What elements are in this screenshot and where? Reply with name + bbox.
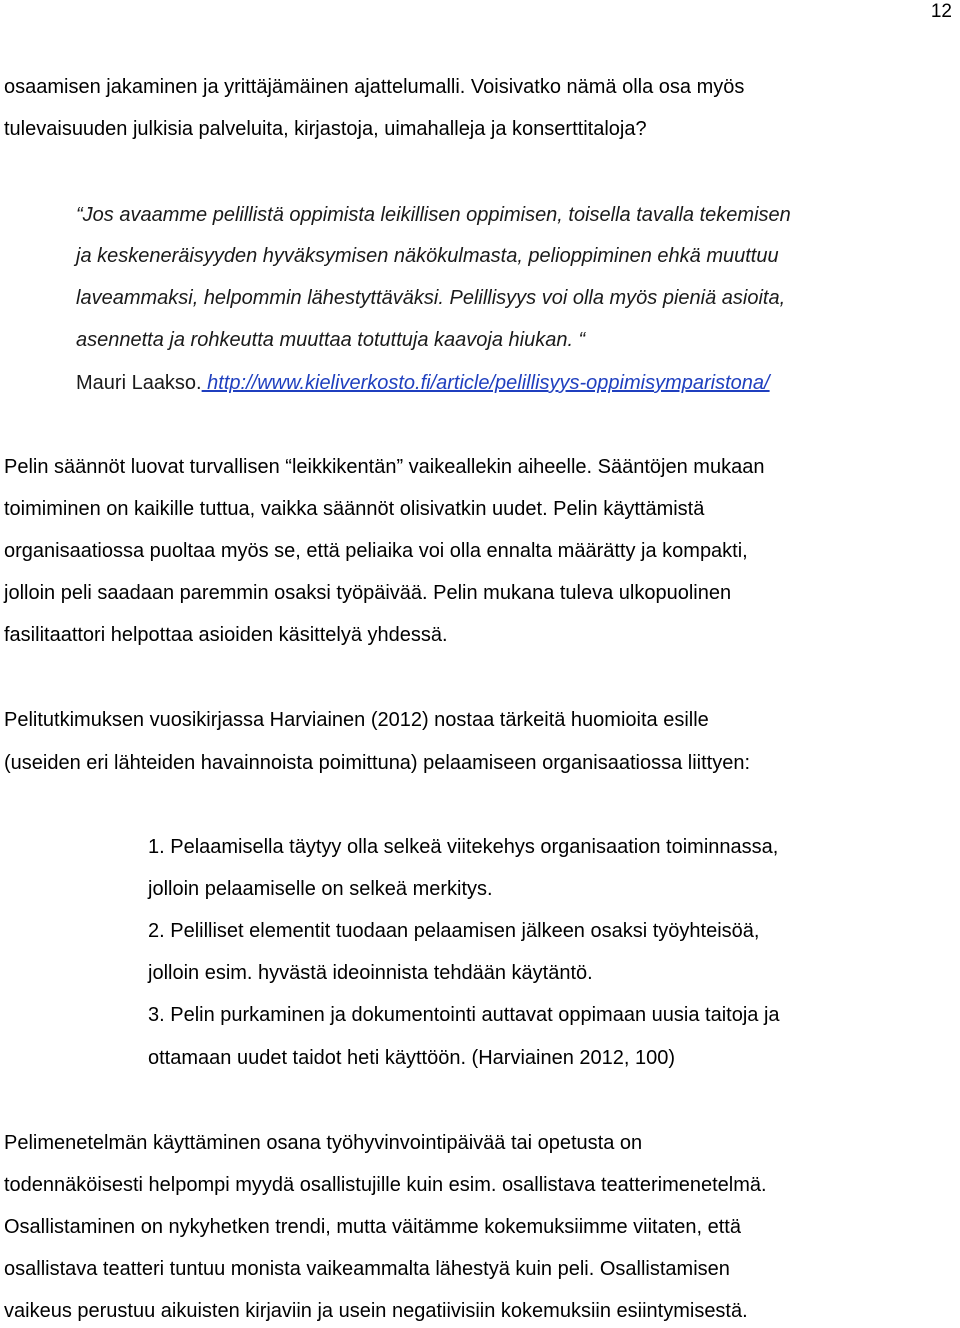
body-text-line: tulevaisuuden julkisia palveluita, kirjastoja, uimahalleja ja konserttitaloja? [4, 118, 647, 140]
body-text-line: jolloin peli saadaan paremmin osaksi työpäivää. Pelin mukana tuleva ulkopuolinen [4, 582, 732, 604]
body-text-line: vaikeus perustuu aikuisten kirjaviin ja usein negatiivisiin kokemuksiin esiintymisestä. [4, 1300, 748, 1322]
body-text-line: Pelitutkimuksen vuosikirjassa Harviainen (2012) nostaa tärkeitä huomioita esille [4, 709, 709, 731]
body-text-line: osallistava teatteri tuntuu monista vaikeammalta lähestyä kuin peli. Osallistamisen [4, 1258, 730, 1280]
quote-line: “Jos avaamme pelillistä oppimista leikillisen oppimisen, toisella tavalla tekemisen [76, 204, 791, 226]
quote-line: ja keskeneräisyyden hyväksymisen näkökulmasta, pelioppiminen ehkä muuttuu [76, 245, 779, 267]
body-text-line: toimiminen on kaikille tuttua, vaikka säännöt olisivatkin uudet. Pelin käyttämistä [4, 498, 705, 520]
list-item: 1. Pelaamisella täytyy olla selkeä viitekehys organisaation toiminnassa, [148, 836, 779, 858]
quote-line: laveammaksi, helpommin lähestyttäväksi. Pelillisyys voi olla myös pieniä asioita, [76, 287, 786, 309]
body-text-line: todennäköisesti helpompi myydä osallistujille kuin esim. osallistava teatterimenetelmä. [4, 1174, 767, 1196]
body-text-line: Pelin säännöt luovat turvallisen “leikkikentän” vaikeallekin aiheelle. Sääntöjen mukaan [4, 456, 765, 478]
list-item: ottamaan uudet taidot heti käyttöön. (Harviainen 2012, 100) [148, 1047, 676, 1069]
body-text-line: osaamisen jakaminen ja yrittäjämäinen ajattelumalli. Voisivatko nämä olla osa myös [4, 76, 745, 98]
body-text-line: Pelimenetelmän käyttäminen osana työhyvinvointipäivää tai opetusta on [4, 1132, 643, 1154]
quote-line: asennetta ja rohkeutta muuttaa totuttuja kaavoja hiukan. “ [76, 329, 586, 351]
body-text-line: Osallistaminen on nykyhetken trendi, mutta väitämme kokemuksiimme viitaten, että [4, 1216, 741, 1238]
list-item: 3. Pelin purkaminen ja dokumentointi auttavat oppimaan uusia taitoja ja [148, 1004, 780, 1026]
body-text-line: (useiden eri lähteiden havainnoista poimittuna) pelaamiseen organisaatiossa liittyen: [4, 752, 751, 774]
source-link[interactable]: http://www.kieliverkosto.fi/article/pelillisyys-oppimisymparistona/ [201, 372, 770, 394]
list-item: 2. Pelilliset elementit tuodaan pelaamisen jälkeen osaksi työyhteisöä, [148, 920, 760, 942]
body-text-line: fasilitaattori helpottaa asioiden käsittelyä yhdessä. [4, 624, 448, 646]
quote-attribution [76, 370, 770, 396]
list-item: jolloin esim. hyvästä ideoinnista tehdään käytäntö. [148, 962, 593, 984]
body-text-line: organisaatiossa puoltaa myös se, että peliaika voi olla ennalta määrätty ja kompakti, [4, 540, 748, 562]
page-number: 12 [930, 1, 952, 22]
list-item: jolloin pelaamiselle on selkeä merkitys. [148, 878, 493, 900]
quote-author: Mauri Laakso. [76, 372, 202, 394]
